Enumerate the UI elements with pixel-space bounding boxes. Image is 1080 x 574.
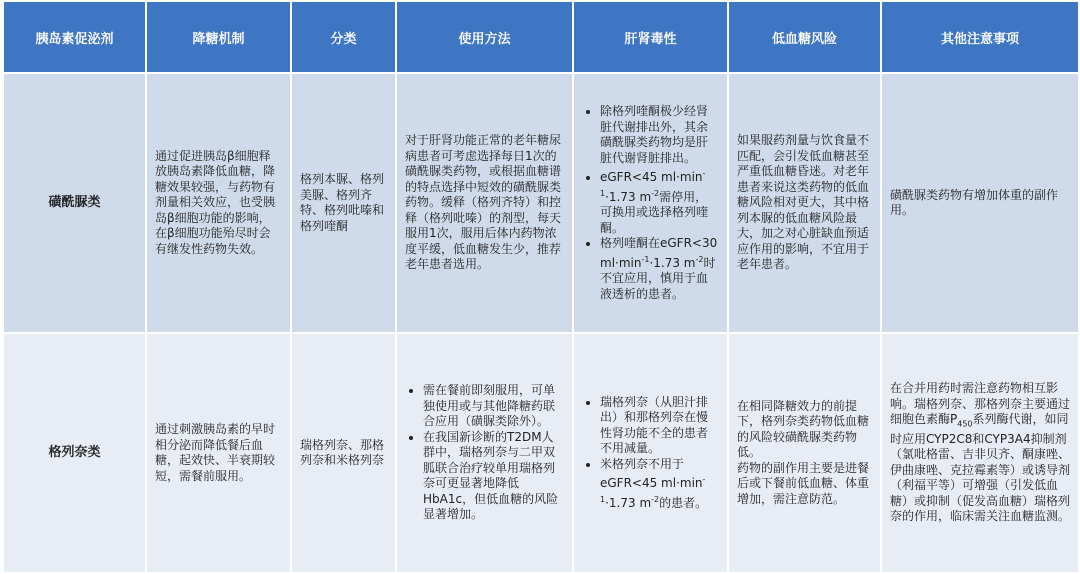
header-secretagogue: 胰岛素促泌剂 bbox=[3, 1, 146, 73]
toxicity-text: ·1.73 m bbox=[649, 255, 696, 270]
header-mechanism: 降糖机制 bbox=[146, 1, 291, 73]
usage-list bbox=[405, 383, 564, 523]
mechanism-cell: 通过刺激胰岛素的早时相分泌而降低餐后血糖，起效快、半衰期较短，需餐前服用。 bbox=[146, 333, 291, 573]
header-row bbox=[3, 1, 1079, 73]
hypoglycemia-paragraph: 在相同降糖效力的前提下，格列奈类药物低血糖的风险较磺酰脲类药物低。 bbox=[737, 398, 870, 460]
list-item bbox=[600, 236, 719, 302]
classification-cell: 瑞格列奈、那格列奈和米格列奈 bbox=[291, 333, 396, 573]
superscript: -2 bbox=[651, 494, 660, 504]
toxicity-text: eGFR<45 ml·min bbox=[600, 170, 703, 184]
toxicity-cell bbox=[573, 333, 728, 573]
notes-cell bbox=[881, 333, 1079, 573]
list-item bbox=[600, 104, 719, 166]
toxicity-text: 的患者。 bbox=[659, 495, 708, 510]
header-notes: 其他注意事项 bbox=[881, 1, 1079, 73]
toxicity-text: 除格列喹酮极少经肾脏代谢排出外，其余磺酰脲类药物均是肝脏代谢肾脏排出。 bbox=[600, 104, 709, 165]
subscript: 450 bbox=[957, 419, 973, 429]
notes-text: 系列酶代谢，如同时应用CYP2C8和CYP3A4抑制剂（氯吡格雷、吉非贝齐、酮康唑、伊曲康唑、克拉霉素等）或诱导剂（利福平等）可增强（引发低血糖）或抑制（促发高血糖）瑞格列奈的作用，临床需关注血糖监测。 bbox=[890, 412, 1071, 524]
table-row-sulfonylureas bbox=[3, 73, 1079, 333]
notes-cell: 磺酰脲类药物有增加体重的副作用。 bbox=[881, 73, 1079, 333]
header-usage: 使用方法 bbox=[396, 1, 573, 73]
toxicity-cell bbox=[573, 73, 728, 333]
list-item bbox=[600, 166, 719, 236]
classification-cell: 格列本脲、格列美脲、格列齐特、格列吡嗪和格列喹酮 bbox=[291, 73, 396, 333]
list-item: • 在我国新诊断的T2DM人群中，瑞格列奈与二甲双胍联合治疗较单用瑞格列奈可更显著地降低HbA1c，但低血糖的风险显著增加。 bbox=[423, 430, 564, 523]
superscript: -1 bbox=[641, 254, 650, 264]
superscript: -2 bbox=[651, 188, 660, 198]
toxicity-text: 米格列奈不用于eGFR<45 ml·min bbox=[600, 456, 703, 491]
usage-cell bbox=[396, 333, 573, 573]
list-item bbox=[600, 457, 719, 512]
hypoglycemia-cell bbox=[728, 333, 881, 573]
list-item bbox=[600, 395, 719, 457]
table-row-glinides bbox=[3, 333, 1079, 573]
mechanism-cell: 通过促进胰岛β细胞释放胰岛素降低血糖，降糖效果较强，与药物有剂量相关效应，也受胰岛β细胞功能的影响，在β细胞功能殆尽时会有继发性药物失效。 bbox=[146, 73, 291, 333]
hypoglycemia-paragraph: 药物的副作用主要是进餐后或下餐前低血糖、体重增加，需注意防范。 bbox=[737, 460, 870, 506]
toxicity-text: ·1.73 m bbox=[605, 495, 652, 510]
toxicity-text: 时不宜应用，慎用于血液透析的患者。 bbox=[600, 255, 716, 301]
superscript: -1 bbox=[600, 475, 706, 504]
superscript: -2 bbox=[695, 254, 704, 264]
hypoglycemia-cell: 如果服药剂量与饮食量不匹配，会引发低血糖甚至严重低血糖昏迷。对老年患者来说这类药物的低血糖风险相对更大，其中格列本脲的低血糖风险最大，加之对心脏缺血预适应作用的影响，不宜用于老年患者。 bbox=[728, 73, 881, 333]
usage-cell: 对于肝肾功能正常的老年糖尿病患者可考虑选择每日1次的磺酰脲类药物，或根据血糖谱的特点选择中短效的磺酰脲类药物。缓释（格列齐特）和控释（格列吡嗪）的剂型，每天服用1次，服用后体内药物浓度平缓，低血糖发生少，推荐老年患者选用。 bbox=[396, 73, 573, 333]
drug-class-name: 磺酰脲类 bbox=[3, 73, 146, 333]
notes-text: 在合并用药时需注意药物相互影响。瑞格列奈、那格列奈主要通过细胞色素酶P bbox=[890, 381, 1071, 427]
list-item: • 需在餐前即刻服用，可单独使用或与其他降糖药联合应用（磺脲类除外）。 bbox=[423, 383, 564, 430]
insulin-secretagogue-table bbox=[2, 0, 1080, 574]
toxicity-list bbox=[582, 395, 719, 512]
header-classification: 分类 bbox=[291, 1, 396, 73]
drug-class-name: 格列奈类 bbox=[3, 333, 146, 573]
header-hypoglycemia: 低血糖风险 bbox=[728, 1, 881, 73]
toxicity-text: 需停用，可换用或选择格列喹酮。 bbox=[600, 189, 709, 235]
toxicity-list bbox=[582, 104, 719, 302]
header-toxicity: 肝肾毒性 bbox=[573, 1, 728, 73]
toxicity-text: ·1.73 m bbox=[605, 189, 652, 204]
toxicity-text: 格列喹酮在eGFR<30 ml·min bbox=[600, 236, 718, 270]
toxicity-text: 瑞格列奈（从胆汁排出）和那格列奈在慢性肾功能不全的患者不用减量。 bbox=[600, 394, 709, 456]
superscript: -1 bbox=[600, 169, 706, 198]
